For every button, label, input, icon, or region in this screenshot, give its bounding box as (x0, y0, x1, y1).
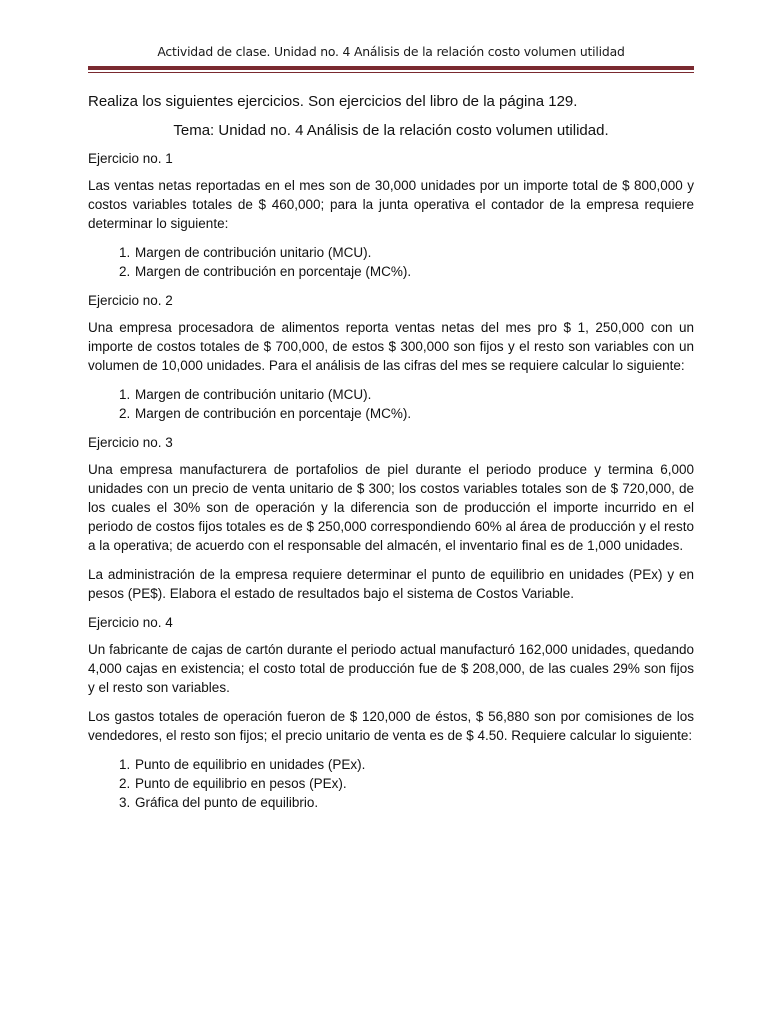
header-rule-thick (88, 66, 694, 70)
exercise-title: Ejercicio no. 3 (88, 435, 173, 450)
exercise-paragraph: Una empresa manufacturera de portafolios de piel durante el periodo produce y termina 6,000 unidades con un precio de venta unitario de $ 300; los costos variables totales son de $ 720,000, de los cuales el 30% son de operación y la diferencia son de producción el importe incurrido en el periodo de costos fijos totales es de $ 250,000 correspondiendo 60% al área de producción y el resto a la operativa; de acuerdo con el responsable del almacén, el inventario final es de 1,000 unidades. (88, 462, 694, 553)
task-list (88, 755, 694, 812)
task-item: 2. Margen de contribución en porcentaje (MC%). (134, 262, 694, 281)
exercise-2 (88, 291, 694, 423)
exercise-3 (88, 433, 694, 603)
task-item: 3. Gráfica del punto de equilibrio. (134, 793, 694, 812)
document-body (88, 92, 694, 822)
intro-text: Realiza los siguientes ejercicios. Son ejercicios del libro de la página 129. (88, 93, 578, 110)
exercise-title: Ejercicio no. 4 (88, 615, 173, 630)
task-list (88, 385, 694, 423)
task-item: 1. Margen de contribución unitario (MCU). (134, 385, 694, 404)
task-item: 1. Margen de contribución unitario (MCU). (134, 243, 694, 262)
exercise-1 (88, 149, 694, 281)
task-item: 2. Punto de equilibrio en pesos (PEx). (134, 774, 694, 793)
header-rule-thin (88, 72, 694, 73)
exercise-paragraph: Una empresa procesadora de alimentos reporta ventas netas del mes pro $ 1, 250,000 con un importe de costos totales de $ 700,000, de estos $ 300,000 son fijos y el resto son variables con un volumen de 10,000 unidades. Para el análisis de las cifras del mes se requiere calcular lo siguiente: (88, 320, 694, 373)
exercise-title: Ejercicio no. 2 (88, 293, 173, 308)
page-header: Actividad de clase. Unidad no. 4 Análisis de la relación costo volumen utilidad (157, 44, 625, 59)
topic-title: Tema: Unidad no. 4 Análisis de la relación costo volumen utilidad. (173, 122, 609, 139)
exercise-paragraph: Las ventas netas reportadas en el mes son de 30,000 unidades por un importe total de $ 800,000 y costos variables totales de $ 460,000; para la junta operativa el contador de la empresa requiere determinar lo siguiente: (88, 178, 694, 231)
exercise-paragraph: La administración de la empresa requiere determinar el punto de equilibrio en unidades (PEx) y en pesos (PE$). Elabora el estado de resultados bajo el sistema de Costos Variable. (88, 567, 694, 601)
exercise-4 (88, 613, 694, 812)
task-item: 2. Margen de contribución en porcentaje (MC%). (134, 404, 694, 423)
exercise-paragraph: Un fabricante de cajas de cartón durante el periodo actual manufacturó 162,000 unidades, quedando 4,000 cajas en existencia; el costo total de producción fue de $ 208,000, de las cuales 29% son fijos y el resto son variables. (88, 642, 694, 695)
exercise-title: Ejercicio no. 1 (88, 151, 173, 166)
task-list (88, 243, 694, 281)
exercise-paragraph: Los gastos totales de operación fueron de $ 120,000 de éstos, $ 56,880 son por comisiones de los vendedores, el resto son fijos; el precio unitario de venta es de $ 4.50. Requiere calcular lo siguiente: (88, 709, 694, 743)
task-item: 1. Punto de equilibrio en unidades (PEx). (134, 755, 694, 774)
